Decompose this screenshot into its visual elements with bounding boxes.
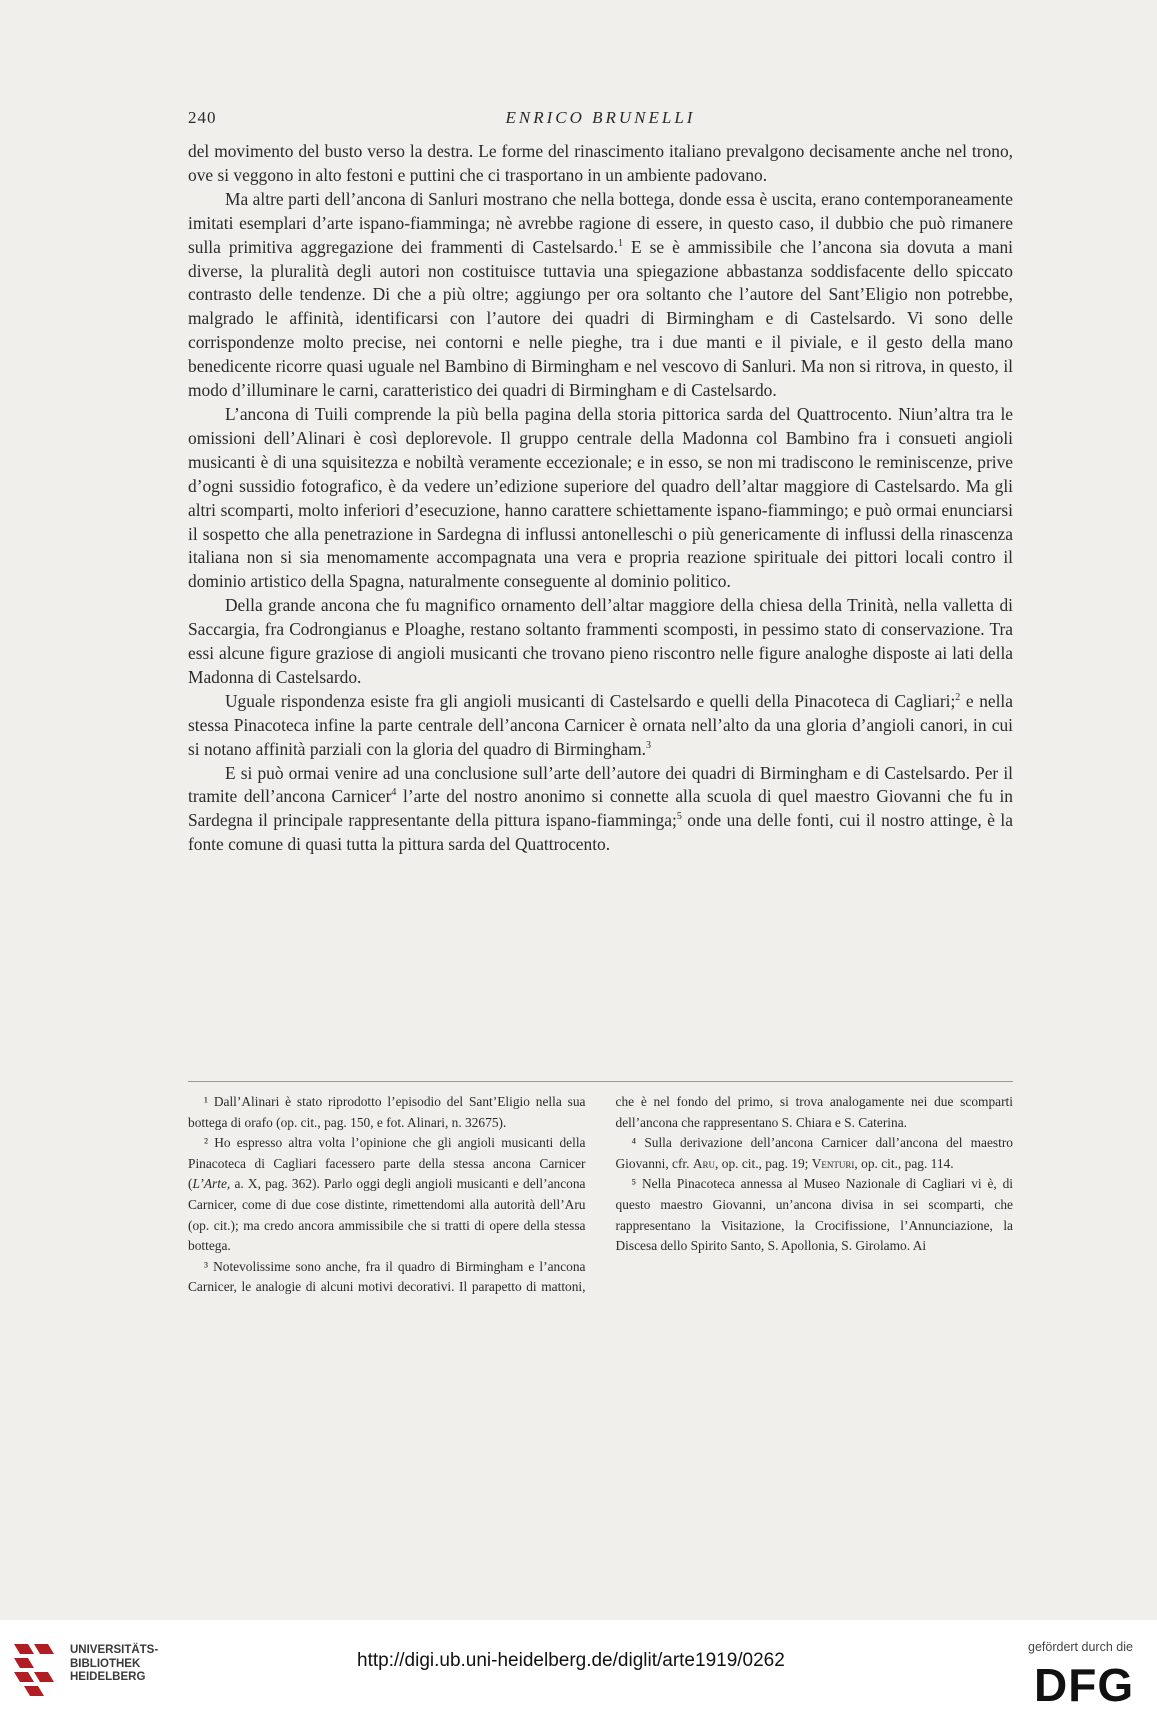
footnote-ref-2: 2 (955, 692, 961, 704)
paragraph-6-text-b: l’arte del nostro anonimo si connette alla scuola di quel maestro Giovanni che fu in Sardegna il principale rappresentante della pittura ispano-fiamminga; (188, 786, 1013, 831)
footnote-4-text-c: , op. cit., pag. 114. (854, 1155, 954, 1171)
footnote-4-text-b: , op. cit., pag. 19; (715, 1155, 812, 1171)
paragraph-2-text-b: E se è ammissibile che l’ancona sia dovuta a mani diverse, la pluralità degli autori non costituisce tuttavia una spiegazione abbastanza soddisfacente dello spiccato contrasto delle tendenze. Di che a più oltre; aggiungo per ora soltanto che l’autore del Sant’Eligio non potrebbe, malgrado le affinità, identificarsi con l’autore dei quadri di Birmingham e di Castelsardo. Vi sono delle corrispondenze molto precise, nei contorni e nelle pieghe, tra i due manti e il piviale, e il gesto della mano benedicente ricorre quasi uguale nel Bambino di Birmingham e nel vescovo di Sanluri. Ma non si ritrova, in questo, il modo d’illuminare le carni, caratteristico dei quadri di Birmingham e di Castelsardo. (188, 236, 1013, 401)
footnote-2 (188, 1133, 586, 1257)
footnote-4-author-aru: Aru (692, 1155, 716, 1171)
paragraph-5 (188, 690, 1013, 762)
footnote-ref-3: 3 (646, 739, 651, 751)
paragraph-5-text-b: e nella stessa Pinacoteca infine la parte centrale dell’ancona Carnicer è ornata nell’alto da una gloria d’angioli canori, in cui si notano affinità parziali con la gloria del quadro di Birmingham. (188, 690, 1013, 759)
footnote-divider (188, 1081, 1013, 1082)
footnote-2-text-a: ² Ho espresso altra volta l’opinione che gli angioli musicanti della Pinacoteca di Cagliari facessero parte della stessa ancona Carnicer ( (188, 1135, 586, 1192)
paragraph-1-text: del movimento del busto verso la destra. Le forme del rinascimento italiano prevalgono decisamente anche nel trono, ove si veggono in alto festoni e puttini che ci trasportano in un ambiente padovano. (188, 141, 1013, 185)
footnote-4 (616, 1133, 1014, 1174)
dfg-logo-icon: DFG (1034, 1659, 1135, 1711)
footnote-4-author-venturi: Venturi (811, 1155, 855, 1171)
footnote-ref-5: 5 (676, 811, 682, 823)
paragraph-6 (188, 762, 1013, 858)
footnotes (188, 1092, 1013, 1298)
footnote-5: ⁵ Nella Pinacoteca annessa al Museo Nazionale di Cagliari vi è, di questo maestro Giovanni, un’ancona divisa in sei scomparti, che rappresentano la Visitazione, la Crocifissione, l’Annunciazione, la Discesa dello Spirito Santo, S. Apollonia, S. Girolamo. Ai (615, 1176, 1013, 1254)
footnote-4-text-a: ⁴ Sulla derivazione dell’ancona Carnicer dall’ancona del maestro Giovanni, cfr. (615, 1135, 1013, 1171)
library-name-line-1: UNIVERSITÄTS- (70, 1644, 159, 1656)
paragraph-6-text-a: E si può ormai venire ad una conclusione sull’arte dell’autore dei quadri di Birmingham e di Castelsardo. Per il tramite dell’ancona Carnicer (188, 762, 1013, 807)
page-number: 240 (188, 108, 217, 127)
paragraph-3 (188, 403, 1013, 594)
footnote-1: ¹ Dall’Alinari è stato riprodotto l’episodio del Sant’Eligio nella sua bottega di orafo (op. cit., pag. 150, e fot. Alinari, n. 32675). (188, 1094, 586, 1130)
library-name-line-3: HEIDELBERG (70, 1671, 146, 1683)
dfg-caption: gefördert durch die (1028, 1640, 1133, 1654)
footnote-3: ³ Notevolissime sono anche, fra il quadro di Birmingham e l’ancona Carnicer, le analogie di alcuni motivi decorativi. Il parapetto di mattoni, che è nel fondo del primo, si trova analogamente nei due scomparti dell’ancona che rappresentano S. Chiara e S. Caterina. (188, 1094, 1013, 1295)
paragraph-5-text-a: Uguale rispondenza esiste fra gli angioli musicanti di Castelsardo e quelli della Pinacoteca di Cagliari; (225, 690, 956, 711)
footnote-2-text-b: a. X, pag. 362). Parlo oggi degli angioli musicanti e dell’ancona Carnicer, come di due cose distinte, rimettendomi alla autorità dell’Aru (op. cit.); ma credo ancora ammissibile che si tratti di opere della stessa bottega. (188, 1176, 586, 1254)
paragraph-2 (188, 188, 1013, 403)
paragraph-1 (188, 140, 1013, 188)
paragraph-2-text-a: Ma altre parti dell’ancona di Sanluri mostrano che nella bottega, donde essa è uscita, erano contemporaneamente imitati esemplari d’arte ispano-fiamminga; nè avrebbe ragione di essere, in questo caso, il dubbio che può rimanere sulla primitiva aggregazione dei frammenti di Castelsardo. (188, 188, 1013, 257)
paragraph-6-text-c: onde una delle fonti, cui il nostro attinge, è la fonte comune di quasi tutta la pittura sarda del Quattrocento. (188, 810, 1013, 855)
library-name-line-2: BIBLIOTHEK (70, 1657, 141, 1670)
footnote-ref-4: 4 (391, 787, 397, 799)
university-library-name (70, 1644, 158, 1685)
footnote-2-journal: L’Arte, (192, 1176, 231, 1192)
body-text (188, 140, 1013, 857)
footnote-ref-1: 1 (617, 237, 623, 249)
page-header (188, 108, 1013, 132)
paragraph-3-text: L’ancona di Tuili comprende la più bella pagina della storia pittorica sarda del Quattrocento. Niun’altra tra le omissioni dell’Alinari è così deplorevole. Il gruppo centrale della Madonna col Bambino fra i consueti angioli musicanti è di una squisitezza e nobiltà veramente eccezionale; e in esso, se non mi tradiscono le reminiscenze, prive d’ogni sussidio fotografico, è da vedere un’edizione superiore del quadro dell’altar maggiore di Castelsardo. Ma gli altri scomparti, molto inferiori d’esecuzione, hanno carattere schiettamente ispano-fiammingo; e può ormai enunciarsi il sospetto che alla penetrazione in Sardegna di influssi antonelleschi o più genericamente di influssi della rinascenza italiana non si sia menomamente accompagnata una vera e propria reazione spirituale dei pittori locali contro il dominio artistico della Spagna, naturalmente conseguente al dominio politico. (188, 403, 1013, 592)
source-url-link[interactable]: http://digi.ub.uni-heidelberg.de/diglit/arte1919/0262 (357, 1650, 785, 1671)
paragraph-4 (188, 594, 1013, 690)
running-head: ENRICO BRUNELLI (505, 108, 696, 127)
paragraph-4-text: Della grande ancona che fu magnifico ornamento dell’altar maggiore della chiesa della Trinità, nella valletta di Saccargia, fra Codrongianus e Ploaghe, restano soltanto frammenti scomposti, in pessimo stato di conservazione. Tra essi alcune figure graziose di angioli musicanti che trovano pieno riscontro nelle figure analoghe disposte ai lati della Madonna di Castelsardo. (188, 595, 1013, 687)
